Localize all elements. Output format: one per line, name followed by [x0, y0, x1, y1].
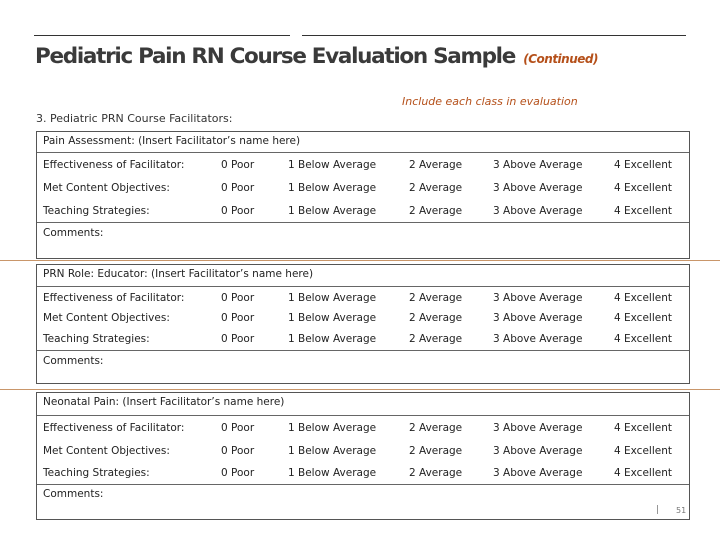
rating-option-4[interactable]: 4 Excellent — [614, 159, 672, 171]
rating-option-1[interactable]: 1 Below Average — [288, 467, 377, 479]
rating-option-1[interactable]: 1 Below Average — [288, 444, 377, 457]
page-title-text: Pediatric Pain RN Course Evaluation Sample — [35, 44, 516, 69]
rating-option-3[interactable]: 3 Above Average — [493, 159, 583, 171]
criterion-label: Teaching Strategies: — [43, 333, 150, 345]
criterion-label: Met Content Objectives: — [43, 182, 170, 194]
criterion-label: Met Content Objectives: — [43, 311, 170, 324]
rating-row — [37, 415, 689, 441]
comments-field[interactable]: Comments: — [43, 227, 104, 239]
rating-option-1[interactable]: 1 Below Average — [288, 205, 377, 217]
rating-option-2[interactable]: 2 Average — [409, 205, 463, 217]
rating-option-0[interactable]: 0 Poor — [221, 467, 255, 479]
rating-option-3[interactable]: 3 Above Average — [493, 444, 583, 457]
rating-option-4[interactable]: 4 Excellent — [614, 422, 672, 434]
rating-option-2[interactable]: 2 Average — [409, 444, 463, 457]
facilitator-block-neonatal-pain — [36, 392, 690, 520]
instruction-note: Include each class in evaluation — [402, 95, 578, 108]
section-heading: 3. Pediatric PRN Course Facilitators: — [36, 112, 233, 125]
rating-option-2[interactable]: 2 Average — [409, 333, 463, 345]
section-divider — [0, 389, 720, 390]
rating-option-2[interactable]: 2 Average — [409, 311, 463, 324]
page-number: 51 — [676, 506, 687, 515]
rating-option-1[interactable]: 1 Below Average — [288, 333, 377, 345]
rating-option-0[interactable]: 0 Poor — [221, 311, 255, 324]
criterion-label: Effectiveness of Facilitator: — [43, 291, 185, 304]
rating-option-0[interactable]: 0 Poor — [221, 422, 255, 434]
rating-option-3[interactable]: 3 Above Average — [493, 333, 583, 345]
rating-row — [37, 462, 689, 485]
rating-option-3[interactable]: 3 Above Average — [493, 182, 583, 194]
block-title: Pain Assessment: (Insert Facilitator’s name here) — [43, 135, 301, 147]
rating-option-2[interactable]: 2 Average — [409, 159, 463, 171]
rating-option-3[interactable]: 3 Above Average — [493, 291, 583, 304]
rating-option-2[interactable]: 2 Average — [409, 182, 463, 194]
rating-row — [37, 439, 689, 463]
footer-bar: | — [656, 505, 660, 515]
rating-option-0[interactable]: 0 Poor — [221, 205, 255, 217]
rating-row — [37, 176, 689, 201]
rating-row — [37, 286, 689, 309]
page-title — [35, 44, 598, 69]
rating-row — [37, 152, 689, 178]
block-title: Neonatal Pain: (Insert Facilitator’s name here) — [43, 396, 285, 408]
criterion-label: Met Content Objectives: — [43, 444, 170, 457]
rating-option-0[interactable]: 0 Poor — [221, 333, 255, 345]
rating-option-1[interactable]: 1 Below Average — [288, 422, 377, 434]
rating-option-2[interactable]: 2 Average — [409, 291, 463, 304]
rating-option-0[interactable]: 0 Poor — [221, 444, 255, 457]
rating-option-2[interactable]: 2 Average — [409, 467, 463, 479]
rating-option-3[interactable]: 3 Above Average — [493, 467, 583, 479]
rating-option-0[interactable]: 0 Poor — [221, 182, 255, 194]
header-rule-right — [302, 35, 686, 36]
header-rule-left — [34, 35, 290, 36]
rating-option-4[interactable]: 4 Excellent — [614, 444, 672, 457]
rating-option-4[interactable]: 4 Excellent — [614, 467, 672, 479]
criterion-label: Effectiveness of Facilitator: — [43, 422, 185, 434]
criterion-label: Teaching Strategies: — [43, 467, 150, 479]
rating-option-0[interactable]: 0 Poor — [221, 159, 255, 171]
rating-option-4[interactable]: 4 Excellent — [614, 182, 672, 194]
comments-field[interactable]: Comments: — [43, 488, 104, 500]
rating-row — [37, 328, 689, 351]
page-title-continued: (Continued) — [523, 52, 598, 66]
rating-option-1[interactable]: 1 Below Average — [288, 291, 377, 304]
comments-field[interactable]: Comments: — [43, 355, 104, 367]
rating-option-1[interactable]: 1 Below Average — [288, 159, 377, 171]
rating-option-4[interactable]: 4 Excellent — [614, 311, 672, 324]
facilitator-block-prn-role-educator — [36, 264, 690, 384]
section-divider — [0, 260, 720, 261]
criterion-label: Effectiveness of Facilitator: — [43, 159, 185, 171]
rating-option-3[interactable]: 3 Above Average — [493, 311, 583, 324]
rating-option-3[interactable]: 3 Above Average — [493, 422, 583, 434]
facilitator-block-pain-assessment — [36, 131, 690, 259]
rating-option-0[interactable]: 0 Poor — [221, 291, 255, 304]
block-title: PRN Role: Educator: (Insert Facilitator’s name here) — [43, 268, 314, 280]
rating-row — [37, 307, 689, 329]
rating-option-2[interactable]: 2 Average — [409, 422, 463, 434]
rating-row — [37, 200, 689, 223]
criterion-label: Teaching Strategies: — [43, 205, 150, 217]
rating-option-1[interactable]: 1 Below Average — [288, 311, 377, 324]
rating-option-4[interactable]: 4 Excellent — [614, 205, 672, 217]
rating-option-1[interactable]: 1 Below Average — [288, 182, 377, 194]
rating-option-4[interactable]: 4 Excellent — [614, 291, 672, 304]
rating-option-4[interactable]: 4 Excellent — [614, 333, 672, 345]
rating-option-3[interactable]: 3 Above Average — [493, 205, 583, 217]
